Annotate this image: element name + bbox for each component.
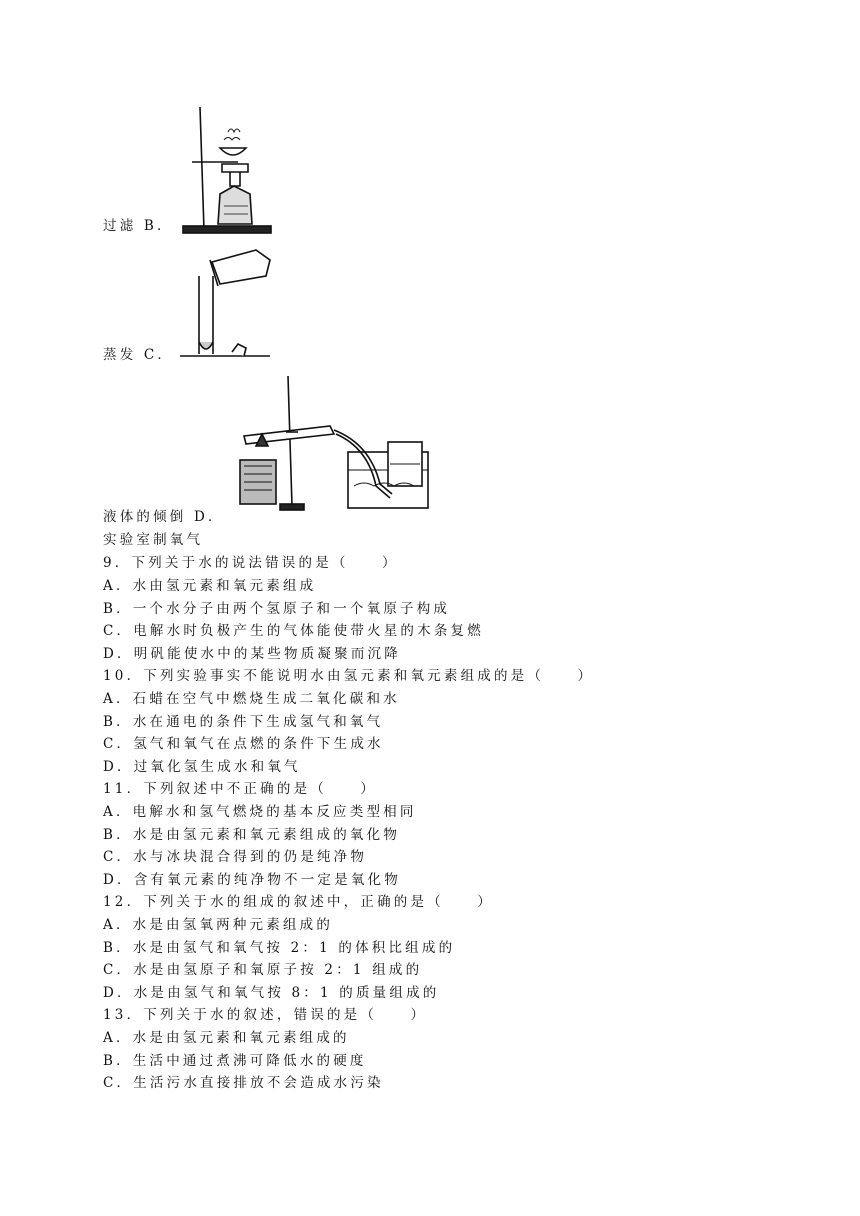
question-9-stem: 9．下列关于水的说法错误的是（ ）: [103, 555, 399, 571]
question-13-option-a: A．水是由氢元素和氧元素组成的: [103, 1030, 350, 1046]
question-10-option-d: D．过氧化氢生成水和氧气: [103, 759, 301, 775]
figure-caption-1: 过滤 B．: [103, 218, 174, 234]
figure-caption-tail: 实验室制氧气: [103, 532, 204, 548]
question-11-option-a: A．电解水和氢气燃烧的基本反应类型相同: [103, 804, 417, 820]
question-9-option-c: C．电解水时负极产生的气体能使带火星的木条复燃: [103, 623, 484, 639]
question-12-option-b: B．水是由氢气和氧气按 2：1 的体积比组成的: [103, 940, 456, 956]
question-10-option-c: C．氢气和氧气在点燃的条件下生成水: [103, 736, 384, 752]
question-12-option-a: A．水是由氢氧两种元素组成的: [103, 917, 334, 933]
question-12-option-c: C．水是由氢原子和氧原子按 2：1 组成的: [103, 962, 423, 978]
figure-caption-2: 蒸发 C．: [103, 347, 175, 363]
question-11-stem: 11．下列叙述中不正确的是（ ）: [103, 781, 378, 797]
question-10-stem: 10．下列实验事实不能说明水由氢元素和氧元素组成的是（ ）: [103, 668, 595, 684]
liquid-pouring-figure: [180, 246, 275, 361]
question-10-option-a: A．石蜡在空气中燃烧生成二氧化碳和水: [103, 691, 400, 707]
question-10-option-b: B．水在通电的条件下生成氢气和氧气: [103, 714, 384, 730]
question-13-option-c: C．生活污水直接排放不会造成水污染: [103, 1075, 384, 1091]
question-13-option-b: B．生活中通过煮沸可降低水的硬度: [103, 1053, 367, 1069]
evaporation-apparatus-figure: [178, 102, 273, 237]
oxygen-preparation-figure: [230, 374, 440, 519]
question-11-option-c: C．水与冰块混合得到的仍是纯净物: [103, 849, 368, 865]
question-12-option-d: D．水是由氢气和氧气按 8：1 的质量组成的: [103, 985, 440, 1001]
question-9-option-b: B．一个水分子由两个氢原子和一个氧原子构成: [103, 601, 451, 617]
question-12-stem: 12．下列关于水的组成的叙述中，正确的是（ ）: [103, 894, 494, 910]
question-13-stem: 13．下列关于水的叙述，错误的是（ ）: [103, 1007, 428, 1023]
question-11-option-b: B．水是由氢元素和氧元素组成的氧化物: [103, 827, 401, 843]
question-11-option-d: D．含有氧元素的纯净物不一定是氧化物: [103, 872, 401, 888]
question-9-option-d: D．明矾能使水中的某些物质凝聚而沉降: [103, 646, 401, 662]
figure-caption-3: 液体的倾倒 D．: [103, 509, 225, 525]
question-9-option-a: A．水由氢元素和氧元素组成: [103, 578, 317, 594]
